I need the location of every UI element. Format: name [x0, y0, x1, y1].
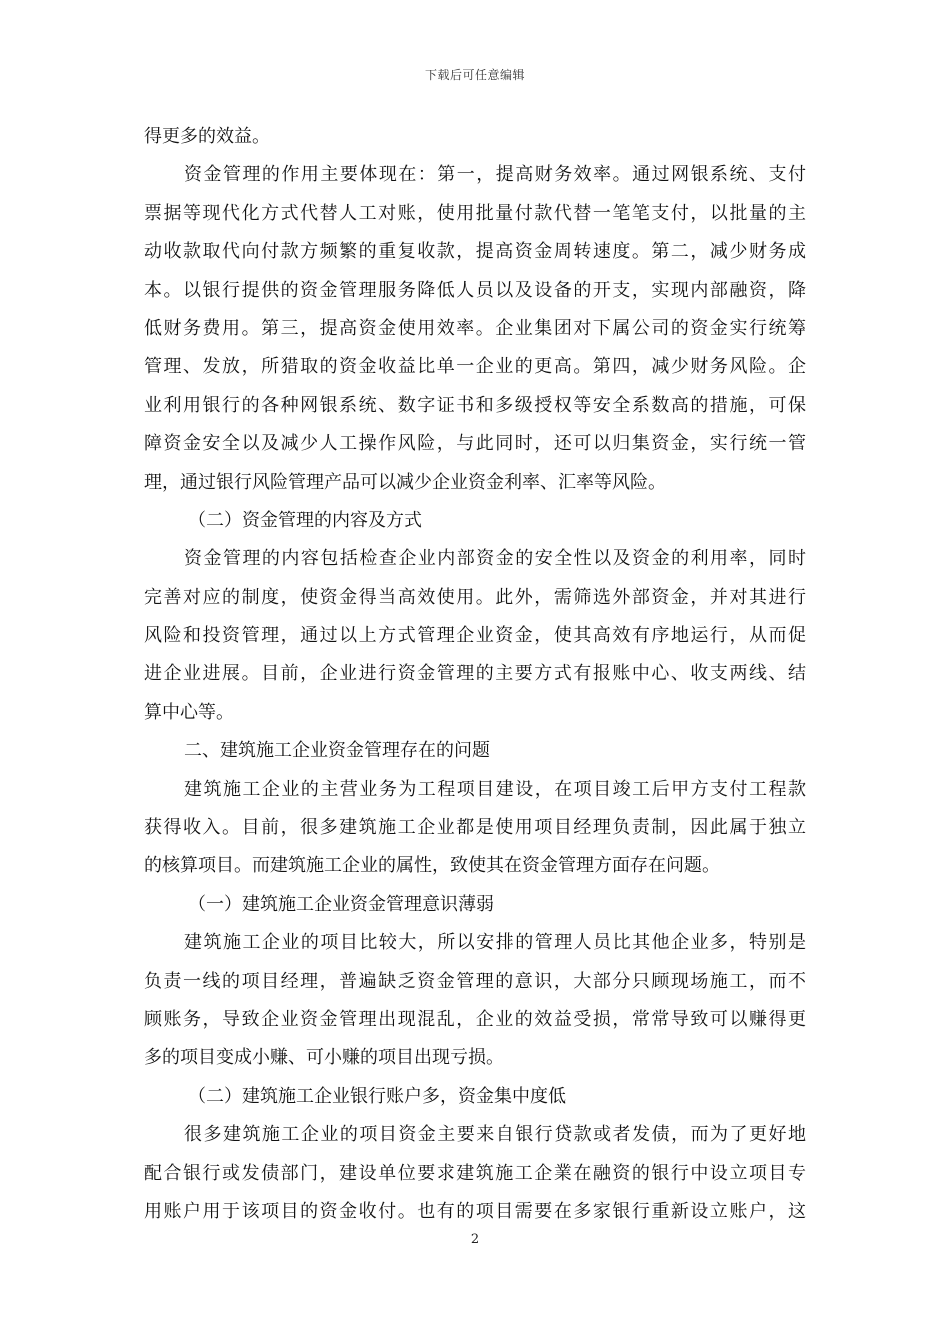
paragraph-line: 动收款取代向付款方频繁的重复收款，提高资金周转速度。第二，减少财务成	[144, 241, 806, 263]
paragraph-line: 本。以银行提供的资金管理服务降低人员以及设备的开支，实现内部融资，降	[144, 279, 806, 301]
paragraph-line: 获得收入。目前，很多建筑施工企业都是使用项目经理负责制，因此属于独立	[144, 817, 806, 839]
paragraph-line: 票据等现代化方式代替人工对账，使用批量付款代替一笔笔支付，以批量的主	[144, 202, 806, 224]
paragraph-line: 资金管理的内容包括检查企业内部资金的安全性以及资金的利用率，同时	[184, 548, 806, 570]
body-text	[144, 118, 806, 1231]
paragraph-line: 建筑施工企业的主营业务为工程项目建设，在项目竣工后甲方支付工程款	[184, 778, 806, 800]
paragraph-line: 负责一线的项目经理，普遍缺乏资金管理的意识，大部分只顾现场施工，而不	[144, 970, 806, 992]
paragraph-line: 资金管理的作用主要体现在：第一，提高财务效率。通过网银系统、支付	[184, 164, 806, 186]
paragraph-line: 障资金安全以及减少人工操作风险，与此同时，还可以归集资金，实行统一管	[144, 433, 806, 455]
paragraph-line: 完善对应的制度，使资金得当高效使用。此外，需筛选外部资金，并对其进行	[144, 586, 806, 608]
paragraph-line: 建筑施工企业的项目比较大，所以安排的管理人员比其他企业多，特别是	[184, 932, 806, 954]
paragraph-line: 多的项目变成小赚、可小赚的项目出现亏损。	[144, 1047, 504, 1069]
paragraph-line: 低财务费用。第三，提高资金使用效率。企业集团对下属公司的资金实行统筹	[144, 317, 806, 339]
paragraph-line: 顾账务，导致企业资金管理出现混乱，企业的效益受损，常常导致可以赚得更	[144, 1008, 806, 1030]
paragraph-line: 的核算项目。而建筑施工企业的属性，致使其在资金管理方面存在问题。	[144, 855, 720, 877]
paragraph-line: 理，通过银行风险管理产品可以减少企业资金利率、汇率等风险。	[144, 471, 666, 493]
page-header: 下载后可任意编辑	[424, 68, 525, 82]
section-heading: （二）建筑施工企业银行账户多，资金集中度低	[188, 1085, 566, 1107]
paragraph-line: 进企业进展。目前，企业进行资金管理的主要方式有报账中心、收支两线、结	[144, 663, 806, 685]
paragraph-line: 业利用银行的各种网银系统、数字证书和多级授权等安全系数高的措施，可保	[144, 394, 806, 416]
paragraph-line: 得更多的效益。	[144, 126, 270, 147]
section-heading: （一）建筑施工企业资金管理意识薄弱	[188, 893, 494, 915]
paragraph-line: 风险和投资管理，通过以上方式管理企业资金，使其高效有序地运行，从而促	[144, 625, 806, 647]
paragraph-line: 算中心等。	[144, 701, 234, 723]
page-number: 2	[470, 1232, 480, 1247]
section-heading: 二、建筑施工企业资金管理存在的问题	[184, 740, 490, 762]
paragraph-line: 用账户用于该项目的资金收付。也有的项目需要在多家银行重新设立账户，这	[144, 1200, 806, 1222]
paragraph-line: 很多建筑施工企业的项目资金主要来自银行贷款或者发债，而为了更好地	[184, 1124, 806, 1146]
section-heading: （二）资金管理的内容及方式	[188, 509, 422, 531]
paragraph-line: 配合银行或发债部门，建设单位要求建筑施工企業在融资的银行中设立项目专	[144, 1162, 806, 1184]
paragraph-line: 管理、发放，所猎取的资金收益比单一企业的更高。第四，减少财务风险。企	[144, 356, 806, 378]
